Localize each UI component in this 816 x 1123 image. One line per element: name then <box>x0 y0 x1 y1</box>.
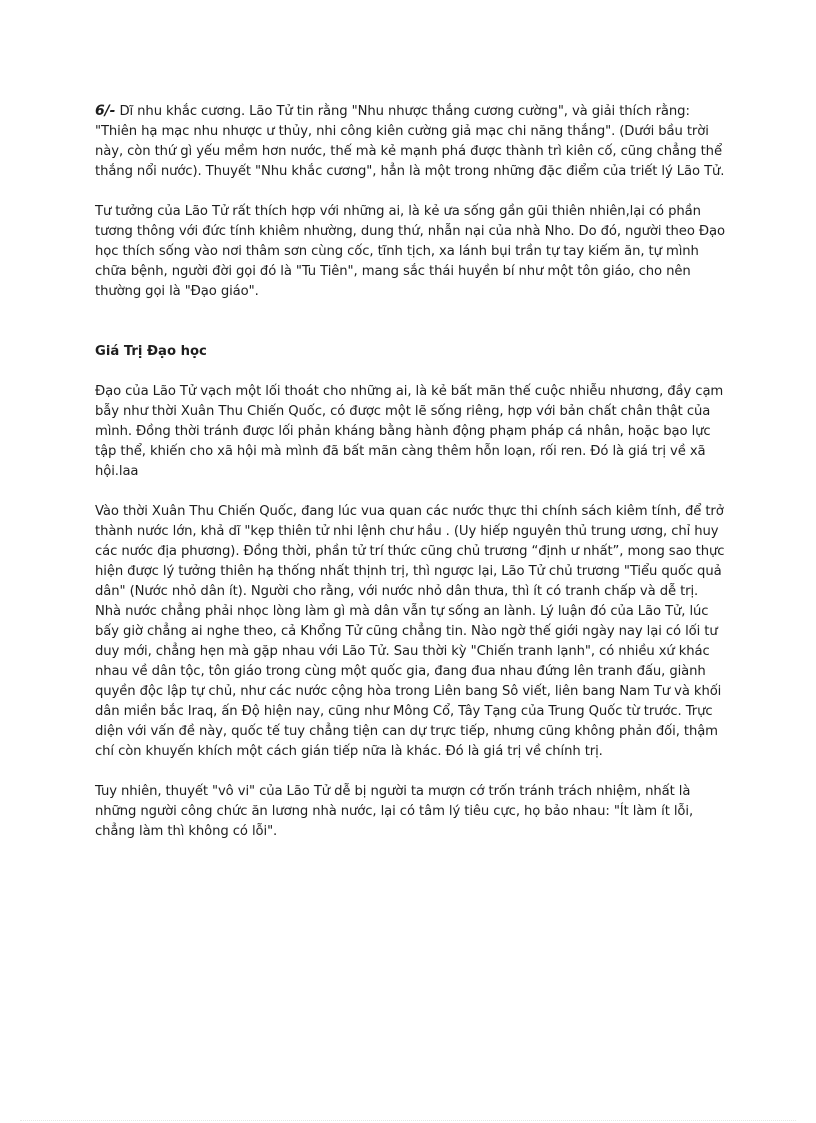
paragraph-gia-tri-xa-hoi: Đạo của Lão Tử vạch một lối thoát cho những ai, là kẻ bất mãn thế cuộc nhiễu nhương, đầy cạm bẫy như thời Xuân Thu Chiến Quốc, có được một lẽ sống riêng, hợp với bản chất chân thật của mình. Đồng thời tránh được lối phản kháng bằng hành động phạm pháp cá nhân, hoặc bạo lực tập thể, khiến cho xã hội mà mình đã bất mãn càng thêm hỗn loạn, rối ren. Đó là giá trị về xã hội.laa <box>95 384 724 479</box>
paragraph-nhu-khac-cuong <box>95 101 727 182</box>
section-heading: Giá Trị Đạo học <box>95 344 207 359</box>
page-bottom-divider <box>20 1120 796 1121</box>
section-number: 6/- <box>95 103 116 119</box>
paragraph-dao-giao: Tư tưởng của Lão Tử rất thích hợp với những ai, là kẻ ưa sống gần gũi thiên nhiên,lại có phần tương thông với đức tính khiêm nhường, dung thứ, nhẫn nại của nhà Nho. Do đó, người theo Đạo học thích sống vào nơi thâm sơn cùng cốc, tĩnh tịch, xa lánh bụi trần tự tay kiếm ăn, tự mình chữa bệnh, người đời gọi đó là "Tu Tiên", mang sắc thái huyền bí như một tôn giáo, cho nên thường gọi là "Đạo giáo". <box>95 204 725 299</box>
paragraph-text: Dĩ nhu khắc cương. Lão Tử tin rằng "Nhu nhược thắng cương cường", và giải thích rằng: "Thiên hạ mạc nhu nhược ư thủy, nhi công kiên cường giả mạc chi năng thắng". (Dưới bầu trời này, còn thứ gì yếu mềm hơn nước, thế mà kẻ mạnh phá được thành trì kiên cố, cũng chẳng thể thắng nổi nước). Thuyết "Nhu khắc cương", hẳn là một trong những đặc điểm của triết lý Lão Tử. <box>95 104 725 179</box>
document-body <box>95 101 727 842</box>
paragraph-gia-tri-chinh-tri: Vào thời Xuân Thu Chiến Quốc, đang lúc vua quan các nước thực thi chính sách kiêm tính, để trở thành nước lớn, khả dĩ "kẹp thiên tử nhi lệnh chư hầu . (Uy hiếp nguyên thủ trung ương, chỉ huy các nước địa phương). Đồng thời, phần tử trí thức cũng chủ trương “định ư nhất”, mong sao thực hiện được lý tưởng thiên hạ thống nhất thịnh trị, thì ngược lại, Lão Tử chủ trương "Tiểu quốc quả dân" (Nước nhỏ dân ít). Người cho rằng, với nước nhỏ dân thưa, thì ít có tranh chấp và dễ trị. Nhà nước chẳng phải nhọc lòng làm gì mà dân vẫn tự sống an lành. Lý luận đó của Lão Tử, lúc bấy giờ chẳng ai nghe theo, cả Khổng Tử cũng chẳng tin. Nào ngờ thế giới ngày nay lại có lối tư duy mới, chẳng hẹn mà gặp nhau với Lão Tử. Sau thời kỳ "Chiến tranh lạnh", có nhiều xứ khác nhau về dân tộc, tôn giáo trong cùng một quốc gia, đang đua nhau đứng lên tranh đấu, giành quyền độc lập tự chủ, như các nước cộng hòa trong Liên bang Sô viết, liên bang Nam Tư và khối dân miền bắc Iraq, ấn Độ hiện nay, cũng như Mông Cổ, Tây Tạng của Trung Quốc từ trước. Trực diện với vấn đề này, quốc tế tuy chẳng tiện can dự trực tiếp, nhưng cũng không phản đối, thậm chí còn khuyến khích một cách gián tiếp nữa là khác. Đó là giá trị về chính trị. <box>95 504 725 759</box>
paragraph-vo-vi: Tuy nhiên, thuyết "vô vi" của Lão Tử dễ bị người ta mượn cớ trốn tránh trách nhiệm, nhất là những người công chức ăn lương nhà nước, lại có tâm lý tiêu cực, họ bảo nhau: "Ít làm ít lỗi, chẳng làm thì không có lỗi". <box>95 784 694 839</box>
